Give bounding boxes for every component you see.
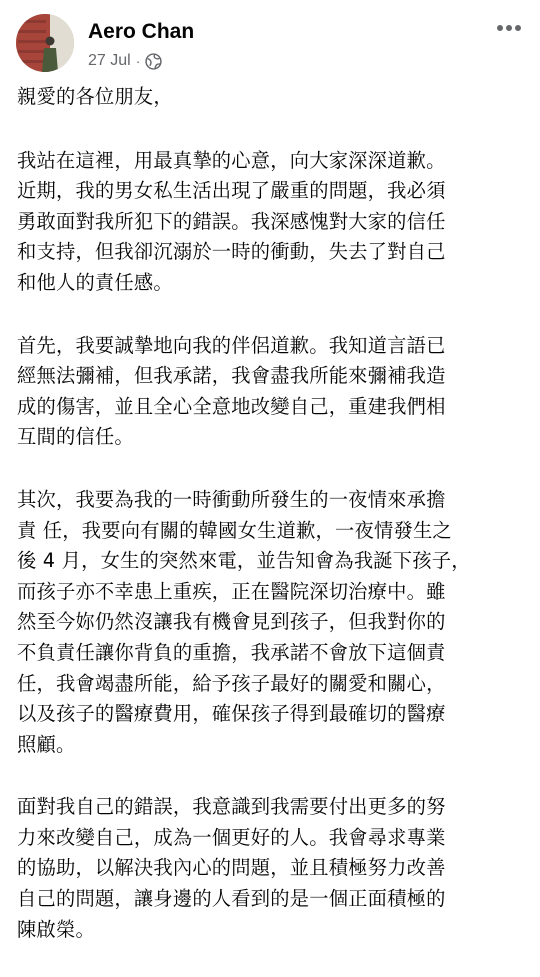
more-options-button[interactable] <box>494 16 524 40</box>
globe-icon[interactable] <box>145 53 162 70</box>
post-date[interactable]: 27 Jul <box>88 52 131 69</box>
paragraph-greeting: 親愛的各位朋友， <box>17 85 173 108</box>
avatar-photo-icon <box>16 14 74 72</box>
paragraph-change: 面對我自己的錯誤，我意識到我需要付出更多的努 力來改變自己，成為一個更好的人。我會尋求專業 的協助，以解決我內心的問題，並且積極努力改善 自己的問題，讓身邊的人看到的是一個正面積極的 陳啟榮。 <box>17 795 446 941</box>
paragraph-responsibility: 其次，我要為我的一時衝動所發生的一夜情來承擔 責 任，我要向有關的韓國女生道歉，一夜情發生之 後 4 月，女生的突然來電，並告知會為我誕下孩子， 而孩子亦不幸患上重疾，正在醫院深切治療中。雖 然至今妳仍然沒讓我有機會見到孩子，但我對你的 不負責任讓你背負的重擔，我承諾不會放下這個責 任，我會竭盡所能，給予孩子最好的關愛和關心， 以及孩子的醫療費用，確保孩子得到最確切的醫療 照顧。 <box>17 487 471 756</box>
meta-separator: · <box>135 53 141 69</box>
paragraph-partner: 首先，我要誠摯地向我的伴侶道歉。我知道言語已 經無法彌補，但我承諾，我會盡我所能來彌補我造 成的傷害，並且全心全意地改變自己，重建我們相 互間的信任。 <box>17 333 446 449</box>
post-header <box>0 0 540 80</box>
post-text <box>17 82 523 977</box>
more-options-icon <box>496 24 522 32</box>
paragraph-apology: 我站在這裡，用最真摯的心意，向大家深深道歉。 近期，我的男女私生活出現了嚴重的問題，我必須 勇敢面對我所犯下的錯誤。我深感愧對大家的信任 和支持，但我卻沉溺於一時的衝動，失去了對自己 和他人的責任感。 <box>17 148 446 294</box>
avatar[interactable] <box>16 14 74 72</box>
post-meta <box>88 52 162 70</box>
author-name[interactable]: Aero Chan <box>88 20 195 43</box>
